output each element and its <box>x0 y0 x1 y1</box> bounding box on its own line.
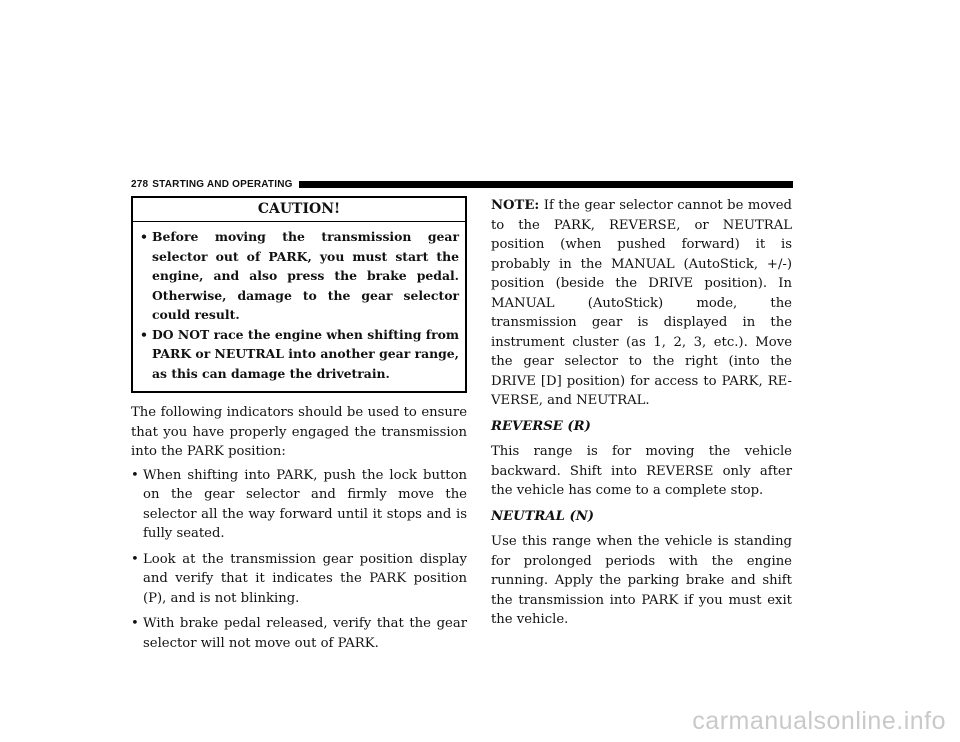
list-item-text: With brake pedal released, verify that the gear selector will not move out of PARK. <box>143 616 467 651</box>
page-header <box>131 177 793 191</box>
bullet-icon: • <box>131 616 139 631</box>
neutral-heading: NEUTRAL (N) <box>491 508 595 524</box>
watermark: carmanualsonline.info <box>692 707 946 735</box>
bullet-icon: • <box>131 467 139 483</box>
list-item <box>131 466 467 544</box>
caution-title: CAUTION! <box>133 198 465 222</box>
left-column <box>131 196 467 659</box>
caution-item <box>140 325 459 384</box>
indicator-list <box>131 466 467 654</box>
note-paragraph <box>491 196 792 411</box>
note-label: NOTE: <box>491 198 540 213</box>
section-title: STARTING AND OPERATING <box>152 178 293 190</box>
list-item <box>131 550 467 609</box>
caution-item <box>140 227 459 325</box>
page-number: 278 <box>131 178 149 190</box>
neutral-text: Use this range when the vehicle is standing for prolonged periods with the engine running. Apply the parking brake and shift the transmission into PARK if you must exit the vehicle. <box>491 534 792 627</box>
caution-item-text: Before moving the transmission gear selector out of PARK, you must start the engine, and also press the brake pedal. Otherwise, damage to the gear selector could result. <box>152 229 459 322</box>
bullet-icon: • <box>131 551 139 567</box>
list-item <box>131 614 467 653</box>
caution-list <box>140 227 459 383</box>
reverse-text: This range is for moving the vehicle backward. Shift into REVERSE only after the vehicle has come to a complete stop. <box>491 444 792 498</box>
note-text: If the gear selector cannot be moved to the PARK, REVERSE, or NEUTRAL position (when pushed forward) it is probably in the MANUAL (AutoStick, +/-) position (beside the DRIVE position). In MANUAL (AutoStick) mode, the transmission gear is displayed in the instrument cluster (as 1, 2, 3, etc.). Move the gear selector to the right (into the DRIVE [D] position) for access to PARK, RE-VERSE, and NEUTRAL. <box>491 198 792 408</box>
caution-item-text: DO NOT race the engine when shifting from PARK or NEUTRAL into another gear range, as this can damage the drivetrain. <box>152 326 459 381</box>
list-item-text: When shifting into PARK, push the lock button on the gear selector and firmly move the selector all the way forward until it stops and is fully seated. <box>143 467 467 541</box>
header-rule <box>299 181 793 188</box>
list-item-text: Look at the transmission gear position display and verify that it indicates the PARK position (P), and is not blinking. <box>143 551 467 606</box>
bullet-icon: • <box>140 229 148 244</box>
indicators-intro: The following indicators should be used to ensure that you have properly engaged the transmission into the PARK position: <box>131 405 467 459</box>
right-column <box>491 196 792 630</box>
reverse-heading: REVERSE (R) <box>491 418 591 434</box>
bullet-icon: • <box>140 326 148 342</box>
caution-box <box>131 196 467 393</box>
